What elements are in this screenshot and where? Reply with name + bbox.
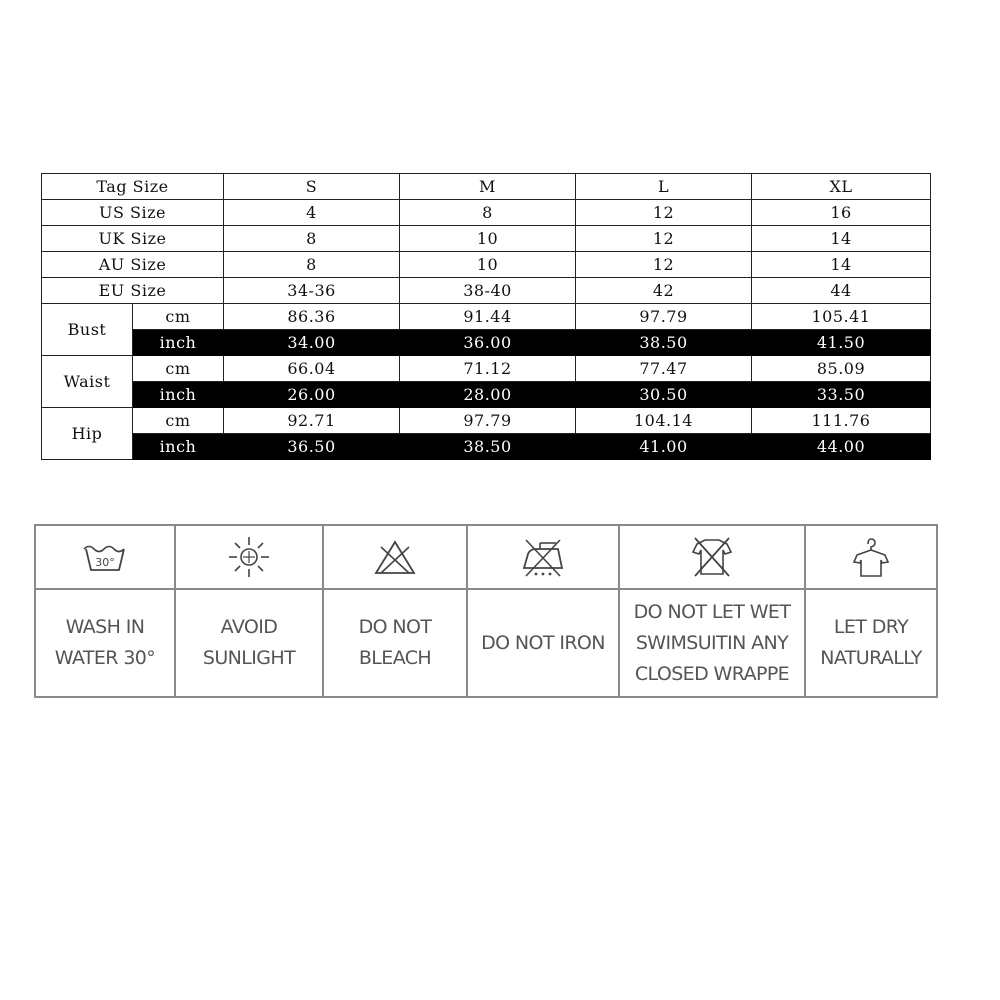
table-cell: M (400, 174, 576, 200)
measurement-label-hip: Hip (42, 408, 133, 460)
care-icon-cell (467, 525, 619, 589)
table-row (42, 304, 931, 330)
table-row (42, 200, 931, 226)
care-label-row (35, 589, 937, 697)
care-icon-row (35, 525, 937, 589)
table-row (42, 226, 931, 252)
table-cell: 44.00 (752, 434, 931, 460)
table-row (42, 252, 931, 278)
table-cell: 86.36 (224, 304, 400, 330)
table-cell: 34-36 (224, 278, 400, 304)
table-cell: 14 (752, 252, 931, 278)
unit-label: inch (133, 434, 224, 460)
no-iron-icon (520, 536, 566, 578)
table-cell: XL (752, 174, 931, 200)
row-label: Tag Size (42, 174, 224, 200)
table-cell: 38-40 (400, 278, 576, 304)
table-cell: 66.04 (224, 356, 400, 382)
care-label-cell (35, 589, 175, 697)
wash-temperature-text: 30° (95, 556, 115, 569)
hang-dry-icon (848, 534, 894, 580)
table-cell: 38.50 (576, 330, 752, 356)
table-cell: 41.00 (576, 434, 752, 460)
unit-label: inch (133, 330, 224, 356)
table-cell: 77.47 (576, 356, 752, 382)
unit-label: inch (133, 382, 224, 408)
table-cell: S (224, 174, 400, 200)
table-cell: 36.50 (224, 434, 400, 460)
table-cell: 92.71 (224, 408, 400, 434)
table-cell: 85.09 (752, 356, 931, 382)
table-cell: 36.00 (400, 330, 576, 356)
care-label-cell (467, 589, 619, 697)
no-bleach-icon (372, 537, 418, 577)
table-row (42, 382, 931, 408)
table-cell: 12 (576, 200, 752, 226)
care-label-cell (805, 589, 937, 697)
care-label-bleach: DO NOT BLEACH (358, 616, 432, 669)
no-wrap-icon (689, 536, 735, 578)
table-cell: 10 (400, 226, 576, 252)
table-cell: 12 (576, 226, 752, 252)
measurement-label-waist: Waist (42, 356, 133, 408)
care-label-cell (323, 589, 467, 697)
care-icon-cell (175, 525, 323, 589)
care-label-sunlight: AVOID SUNLIGHT (202, 616, 296, 669)
care-instructions-table (34, 524, 938, 698)
care-icon-cell (805, 525, 937, 589)
care-label-wrap: DO NOT LET WET SWIMSUITIN ANY CLOSED WRAPPE (633, 600, 791, 685)
table-cell: 71.12 (400, 356, 576, 382)
care-icon-cell (323, 525, 467, 589)
care-label-dry: LET DRY NATURALLY (820, 616, 922, 669)
unit-label: cm (133, 356, 224, 382)
table-cell: 38.50 (400, 434, 576, 460)
table-cell: 4 (224, 200, 400, 226)
table-row (42, 356, 931, 382)
table-cell: 8 (224, 252, 400, 278)
care-label-iron: DO NOT IRON (481, 631, 605, 654)
table-cell: 41.50 (752, 330, 931, 356)
table-cell: 44 (752, 278, 931, 304)
care-label-cell (175, 589, 323, 697)
table-cell: 104.14 (576, 408, 752, 434)
table-cell: 10 (400, 252, 576, 278)
care-icon-cell (35, 525, 175, 589)
table-cell: 14 (752, 226, 931, 252)
table-cell: 34.00 (224, 330, 400, 356)
size-chart-table (41, 173, 931, 460)
table-row (42, 278, 931, 304)
row-label: US Size (42, 200, 224, 226)
table-cell: 91.44 (400, 304, 576, 330)
table-row (42, 434, 931, 460)
care-label-wash: WASH IN WATER 30° (54, 616, 156, 669)
table-cell: 12 (576, 252, 752, 278)
wash-30-icon (82, 540, 128, 574)
care-label-cell (619, 589, 805, 697)
sun-icon (226, 534, 272, 580)
row-label: AU Size (42, 252, 224, 278)
row-label: EU Size (42, 278, 224, 304)
table-row (42, 408, 931, 434)
row-label: UK Size (42, 226, 224, 252)
table-cell: 28.00 (400, 382, 576, 408)
table-cell: 26.00 (224, 382, 400, 408)
table-cell: 42 (576, 278, 752, 304)
table-row (42, 174, 931, 200)
unit-label: cm (133, 408, 224, 434)
table-cell: 97.79 (400, 408, 576, 434)
table-cell: 33.50 (752, 382, 931, 408)
table-cell: 105.41 (752, 304, 931, 330)
table-cell: 8 (224, 226, 400, 252)
table-row (42, 330, 931, 356)
table-cell: 16 (752, 200, 931, 226)
table-cell: 30.50 (576, 382, 752, 408)
table-cell: 8 (400, 200, 576, 226)
care-icon-cell (619, 525, 805, 589)
table-cell: 111.76 (752, 408, 931, 434)
table-cell: L (576, 174, 752, 200)
unit-label: cm (133, 304, 224, 330)
measurement-label-bust: Bust (42, 304, 133, 356)
table-cell: 97.79 (576, 304, 752, 330)
